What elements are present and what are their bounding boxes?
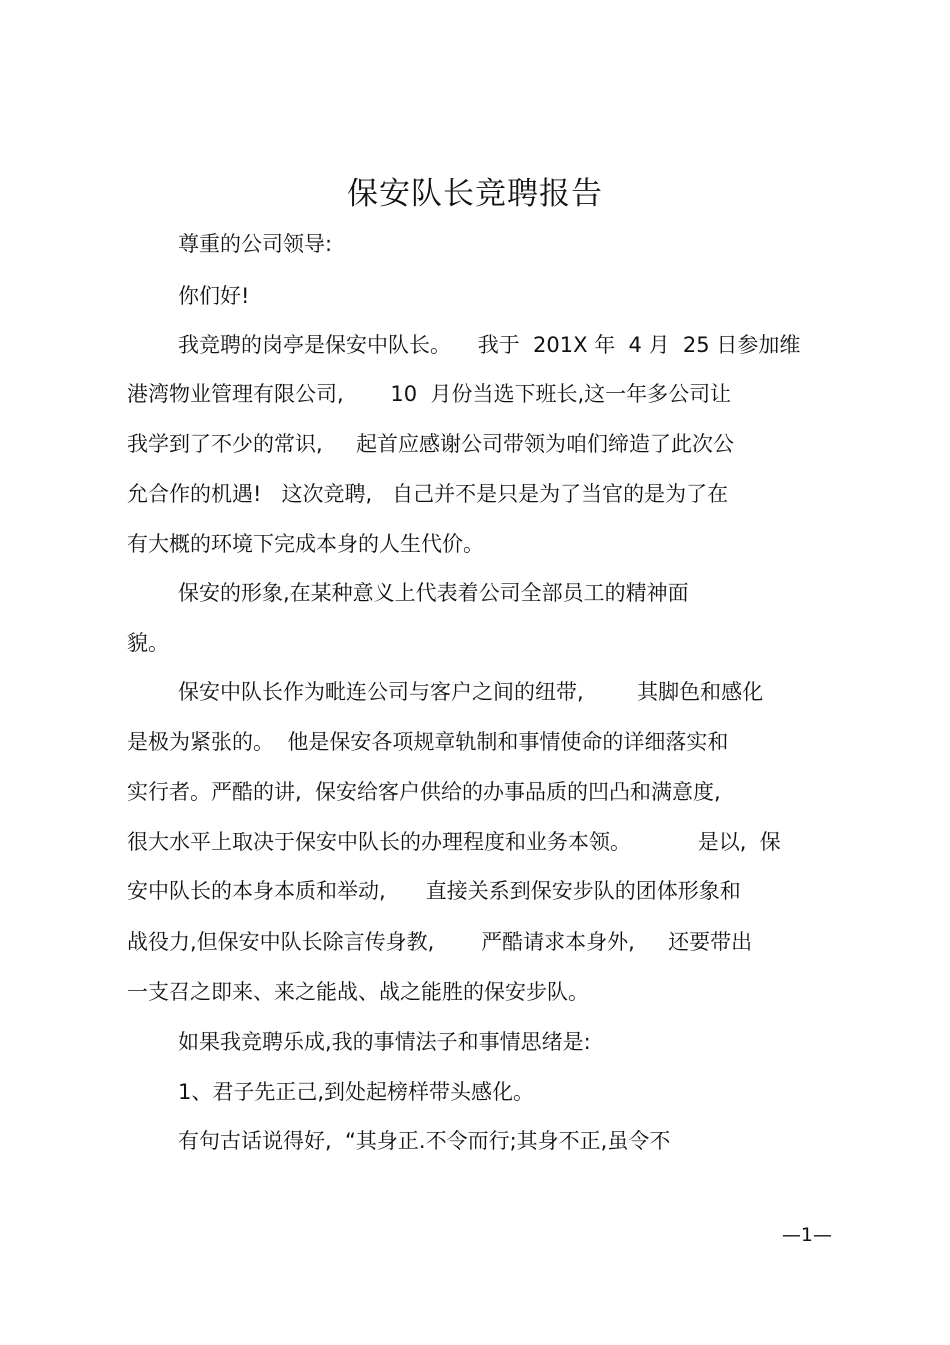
paragraph-line: 貌。 <box>127 631 169 655</box>
paragraph-line: 1、君子先正己,到处起榜样带头感化。 <box>178 1080 535 1104</box>
paragraph-line: 港湾物业管理有限公司, 10 月份当选下班长,这一年多公司让 <box>127 382 732 406</box>
paragraph-line: 保安中队长作为毗连公司与客户之间的纽带, 其脚色和感化 <box>178 680 764 704</box>
paragraph-line: 一支召之即来、来之能战、战之能胜的保安步队。 <box>127 980 589 1004</box>
paragraph-line: 实行者。严酷的讲, 保安给客户供给的办事品质的凹凸和满意度, <box>127 780 721 804</box>
paragraph-line: 战役力,但保安中队长除言传身教, 严酷请求本身外, 还要带出 <box>127 930 753 954</box>
paragraph-line: 安中队长的本身本质和举动, 直接关系到保安步队的团体形象和 <box>127 879 741 903</box>
paragraph-line: 允合作的机遇! 这次竞聘, 自己并不是只是为了当官的是为了在 <box>127 482 729 506</box>
paragraph-line: 你们好! <box>178 284 250 308</box>
paragraph-line: 如果我竞聘乐成,我的事情法子和事情思绪是: <box>178 1030 591 1054</box>
paragraph-line: 我竞聘的岗亭是保安中队长。 我于 201X 年 4 月 25 日参加维 <box>178 333 801 357</box>
paragraph-line: 尊重的公司领导: <box>178 232 333 256</box>
paragraph-line: 我学到了不少的常识, 起首应感谢公司带领为咱们缔造了此次公 <box>127 432 735 456</box>
paragraph-line: 有句古话说得好, “其身正.不令而行;其身不正,虽令不 <box>178 1129 671 1153</box>
paragraph-line: 保安的形象,在某种意义上代表着公司全部员工的精神面 <box>178 581 689 605</box>
document-title: 保安队长竞聘报告 <box>347 176 603 212</box>
page-number: —1— <box>781 1224 832 1246</box>
paragraph-line: 很大水平上取决于保安中队长的办理程度和业务本领。 是以, 保 <box>127 830 781 854</box>
paragraph-line: 有大概的环境下完成本身的人生代价。 <box>127 532 484 556</box>
paragraph-line: 是极为紧张的。 他是保安各项规章轨制和事情使命的详细落实和 <box>127 730 729 754</box>
